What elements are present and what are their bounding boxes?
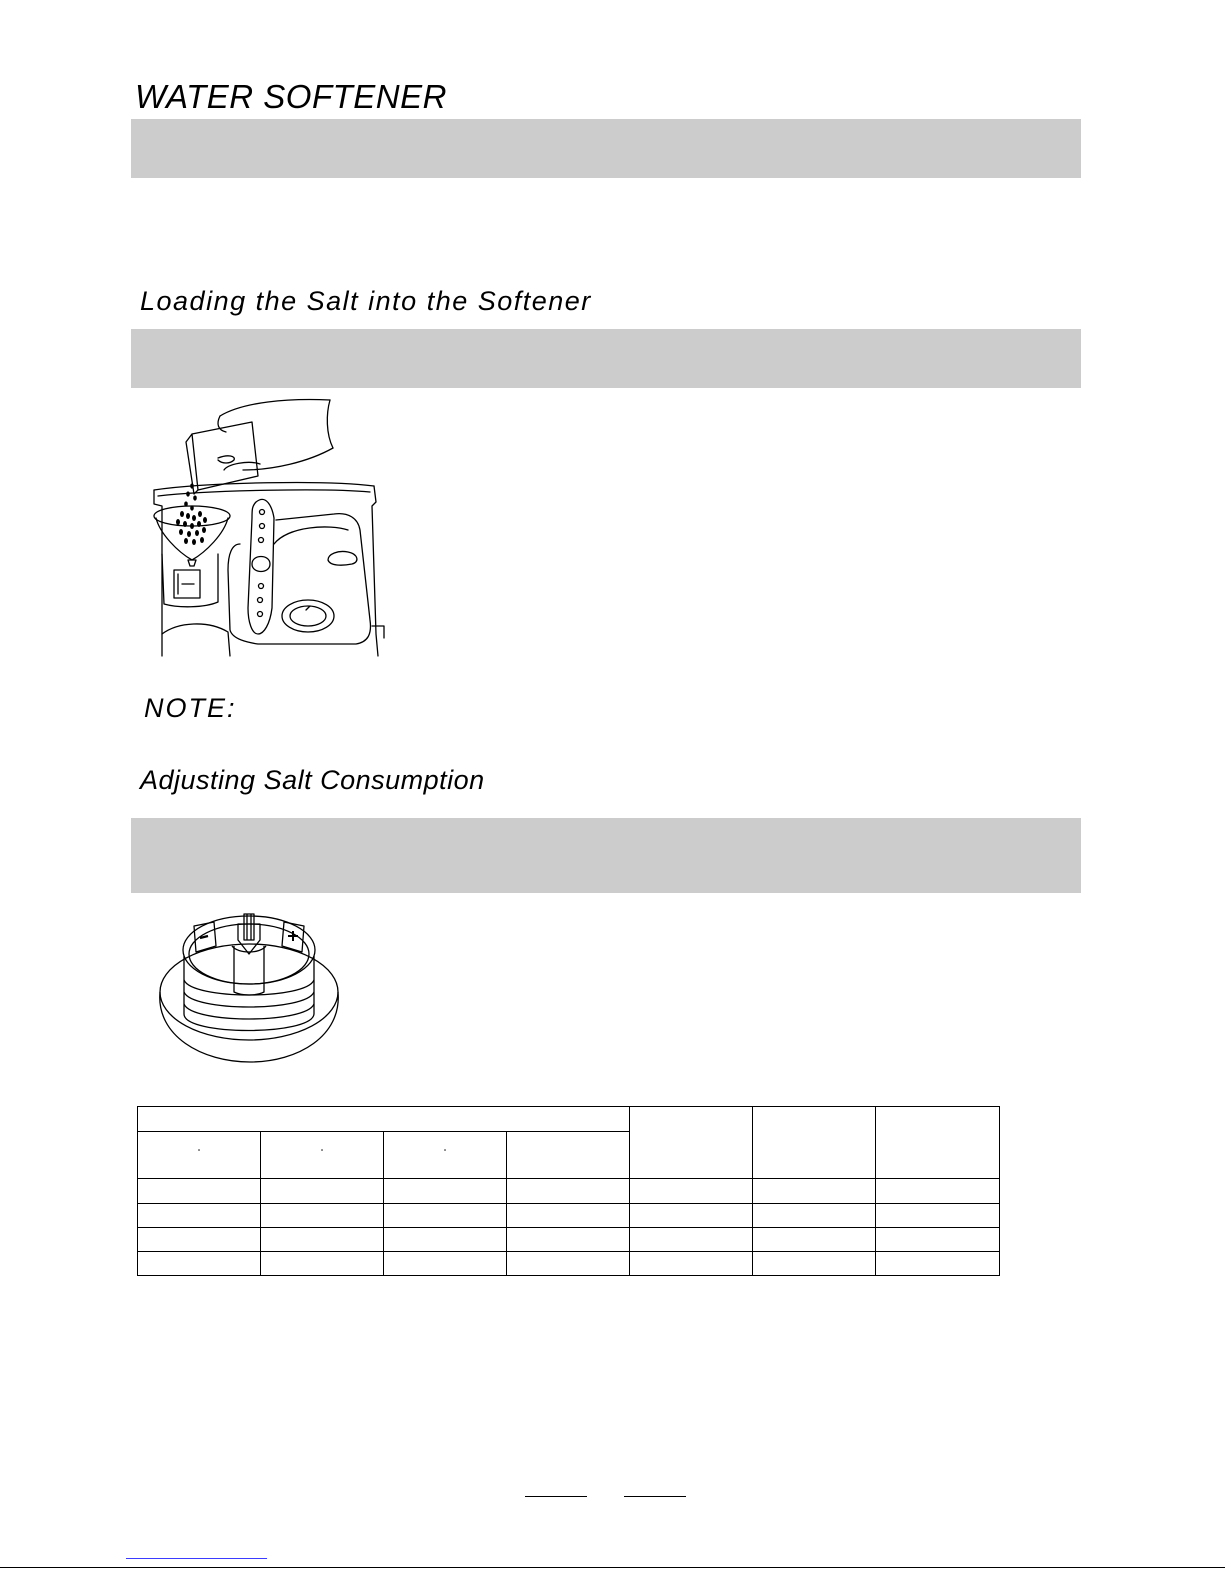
section-bar-water-softener [131,119,1081,178]
table-header-row [138,1107,1000,1132]
table-cell [384,1203,507,1227]
subheader-cell-3 [384,1132,507,1179]
table-cell [261,1203,384,1227]
salt-consumption-table [137,1106,1000,1276]
degree-mark: ° [320,1148,324,1156]
table-row [138,1179,1000,1203]
subheader-cell-1 [138,1132,261,1179]
subheader-cell-2 [261,1132,384,1179]
table-cell [507,1251,630,1275]
table-cell [138,1179,261,1203]
table-cell [630,1203,753,1227]
salt-loading-illustration [148,394,388,660]
table-cell [630,1251,753,1275]
header-cell-7 [876,1107,1000,1179]
table-cell [507,1227,630,1251]
table-cell [507,1203,630,1227]
table-row [138,1251,1000,1275]
note-heading: NOTE: [144,693,237,723]
table-cell [876,1227,1000,1251]
footer-underline-left [525,1496,587,1497]
table-cell [630,1227,753,1251]
table-cell [753,1203,876,1227]
table-cell [138,1203,261,1227]
table-cell [261,1179,384,1203]
table-row [138,1203,1000,1227]
footer-underline-right [624,1496,686,1497]
section-heading-adjusting-salt: Adjusting Salt Consumption [140,765,485,795]
table-cell [876,1251,1000,1275]
degree-mark: ° [197,1148,201,1156]
salt-consumption-dial-illustration [152,896,347,1066]
table-cell [753,1179,876,1203]
section-heading-loading-salt: Loading the Salt into the Softener [140,286,592,316]
table-cell [384,1179,507,1203]
table-cell [138,1251,261,1275]
water-hardness-header-cell [138,1107,630,1132]
page-title: WATER SOFTENER [135,78,447,115]
table-cell [507,1179,630,1203]
section-bar-loading-salt [131,329,1081,388]
footer-link-underline[interactable] [126,1558,267,1559]
table-cell [261,1227,384,1251]
table-cell [753,1251,876,1275]
table-row [138,1227,1000,1251]
table-cell [138,1227,261,1251]
table-cell [630,1179,753,1203]
section-bar-adjusting-salt [131,818,1081,893]
table-cell [876,1179,1000,1203]
header-cell-6 [753,1107,876,1179]
page-bottom-rule [0,1567,1225,1568]
subheader-cell-4 [507,1132,630,1179]
table-cell [876,1203,1000,1227]
header-cell-5 [630,1107,753,1179]
table-cell [753,1227,876,1251]
table-cell [384,1251,507,1275]
table-cell [261,1251,384,1275]
degree-mark: ° [443,1148,447,1156]
table-cell [384,1227,507,1251]
